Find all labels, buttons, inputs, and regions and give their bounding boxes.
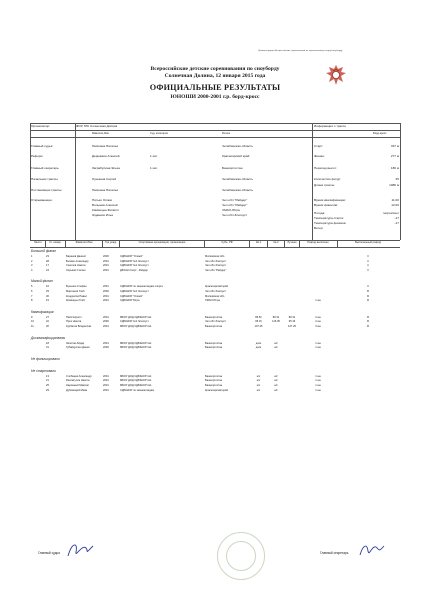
official-name: Киминцын Филипп: [92, 209, 119, 212]
results-column-header: Год рожд.: [105, 241, 117, 244]
result-cell: н/с: [256, 384, 261, 387]
result-cell: 1 юн: [315, 388, 321, 392]
result-cell: МБОУ ДОД СДЮШОР №1: [120, 346, 152, 350]
result-cell: 2001: [103, 299, 109, 303]
result-cell: СДЮШОР по зимним видам спорта: [120, 285, 163, 289]
result-cell: Чел.обл Златоуст: [205, 259, 227, 263]
judge-signature-label: Главный судья: [38, 551, 60, 555]
official-region: Челябинская область: [222, 178, 254, 181]
result-cell: диск: [255, 341, 262, 345]
board-cross-label: Борд-кросс: [373, 132, 387, 135]
result-cell: 30: [46, 325, 49, 328]
track-info-label: Время квалификации:: [314, 199, 346, 202]
result-cell: 2001: [103, 388, 109, 392]
result-cell: Бызкин Александр: [66, 259, 89, 263]
result-cell: Бузынин Стефан: [66, 285, 87, 289]
result-cell: 9: [31, 315, 33, 319]
result-cell: II: [367, 285, 369, 289]
result-cell: 1 юн: [315, 384, 321, 387]
result-cell: 30: [46, 294, 49, 298]
result-cell: Башкортостан: [205, 341, 223, 345]
result-cell: н/с: [256, 379, 261, 383]
result-cell: III: [366, 325, 370, 328]
result-cell: Чел.обл Златоуст: [205, 290, 227, 293]
section-title: Не финишировали: [31, 356, 60, 361]
result-cell: 28: [46, 259, 49, 263]
results-column-header: Разряд выполнен: [307, 241, 329, 244]
track-info-label: Температура финиша:: [314, 222, 347, 225]
results-column-header: Ст. номер: [49, 241, 61, 244]
result-cell: 86.31: [288, 315, 296, 319]
official-region: Чел.обл "Райдер": [222, 199, 248, 202]
official-category: 1 кат.: [150, 167, 158, 170]
result-cell: Башкортостан: [205, 379, 223, 383]
result-cell: 11: [31, 325, 34, 328]
official-role: Начальник трассы:: [31, 178, 59, 181]
result-cell: 2001: [103, 374, 109, 378]
result-cell: Дубовицкий Иван: [66, 388, 88, 392]
page-subtitle: ЮНОШИ 2000-2001 г.р. борд-кросс: [170, 94, 260, 100]
track-info-value: -17: [394, 217, 399, 220]
track-info-value: мороз/снег: [383, 212, 399, 215]
results-column-header: Лучшее: [287, 241, 297, 244]
result-cell: Башкортостан: [205, 384, 223, 387]
official-region: Башкортостан: [222, 167, 243, 170]
result-cell: 2000: [103, 346, 109, 350]
result-cell: МБОУ ДОД СДЮШОР №1: [120, 379, 152, 383]
result-cell: СДЮШОР №1 Златоуст: [120, 290, 149, 293]
jury-header-region: Регион: [222, 132, 231, 135]
result-cell: III: [366, 299, 370, 303]
result-cell: 1 юн: [315, 341, 321, 345]
result-cell: 3: [31, 264, 33, 268]
organizer-label: Организатор:: [31, 125, 51, 128]
official-role: Главный секретарь:: [31, 167, 60, 170]
result-cell: 4: [31, 268, 33, 272]
result-cell: н/с: [274, 379, 278, 383]
result-cell: 13: [46, 374, 49, 378]
result-cell: 1: [31, 255, 33, 258]
result-cell: Башкортостан: [205, 325, 223, 328]
track-info-value: 1080 м: [389, 184, 399, 187]
header-line1: Всероссийские детские соревнования по сноуборду: [150, 66, 280, 72]
result-cell: 10: [31, 320, 34, 324]
page-title: ОФИЦИАЛЬНЫЕ РЕЗУЛЬТАТЫ: [149, 83, 281, 92]
result-cell: Башкортостан: [205, 374, 223, 378]
result-cell: СДЮШОР №1 Златоуст: [120, 264, 149, 268]
result-cell: 2 юн: [315, 320, 321, 324]
official-role: Главный судья:: [31, 145, 54, 148]
official-region: ХМАО-Югра: [222, 209, 240, 212]
result-cell: 2 юн: [315, 315, 321, 319]
result-cell: МБОУ ДОД СДЮШОР №1: [120, 325, 152, 328]
result-cell: н/с: [274, 374, 278, 378]
section-title: Большой финал: [31, 249, 56, 253]
result-cell: 3 юн: [315, 325, 321, 328]
results-column-header: Кв.2: [273, 241, 279, 244]
result-cell: Рахимгулин Никита: [66, 379, 90, 383]
result-cell: Московская обл.: [205, 294, 225, 298]
track-info-value: -17: [394, 222, 399, 225]
result-cell: Московская обл.: [205, 255, 225, 258]
result-cell: СДЮШОР "Олимп": [120, 294, 144, 298]
result-cell: 23: [46, 255, 49, 258]
result-cell: Чел.обл Златоуст: [205, 264, 227, 268]
official-role: Открывающие:: [31, 199, 53, 202]
official-name: Лапшина Наталья: [92, 145, 119, 148]
result-cell: 2000: [103, 255, 109, 258]
official-region: Красноярский край: [222, 155, 250, 158]
official-role: Рефери:: [31, 155, 44, 158]
result-cell: МБОУ ДОД СДЮШОР №1: [120, 384, 152, 387]
result-cell: Хорьков Степан: [66, 268, 86, 272]
result-cell: Слобянев Александр: [66, 374, 92, 378]
result-cell: Кондратов Павел: [66, 294, 87, 298]
result-cell: 6: [31, 290, 33, 293]
result-cell: 1 юн: [315, 346, 321, 350]
result-cell: н/с: [274, 346, 278, 350]
result-cell: 2001: [103, 264, 109, 268]
result-cell: II: [367, 264, 369, 268]
official-region: Чел.обл "Райдер": [222, 204, 248, 207]
official-region: Челябинская область: [222, 145, 254, 148]
track-info-label: Температура старта:: [314, 217, 344, 220]
result-cell: Киминцын Глеб: [66, 299, 85, 303]
result-cell: 29: [46, 388, 49, 392]
result-cell: 25: [46, 384, 49, 387]
result-cell: 27: [46, 315, 49, 319]
track-info-label: Погода:: [314, 212, 326, 215]
result-cell: 22: [46, 320, 49, 324]
result-cell: 1 юн: [315, 374, 321, 378]
official-region: Челябинская область: [222, 189, 254, 192]
results-column-header: Место: [34, 241, 42, 244]
result-cell: н/с: [274, 388, 278, 392]
result-cell: 2001: [103, 384, 109, 387]
result-cell: 7: [31, 294, 33, 298]
track-info-value: 25: [395, 178, 399, 181]
track-info-label: Время финалов:: [314, 204, 338, 207]
track-info-label: Старт:: [314, 145, 324, 148]
result-cell: Курбатов Владислав: [66, 325, 92, 328]
result-cell: Красноярский край: [205, 285, 228, 289]
result-cell: н/с: [256, 388, 261, 392]
result-cell: 2000: [103, 320, 109, 324]
track-info-label: Длина трассы:: [314, 184, 335, 187]
track-info-value: 337 м: [390, 145, 399, 148]
jury-header-category: Суд. категория: [150, 132, 168, 135]
result-cell: Баранов Даниил: [66, 255, 87, 258]
official-role: Постановщик трассы:: [31, 189, 63, 192]
result-cell: II: [367, 268, 369, 272]
result-cell: 1 юн: [315, 299, 321, 303]
section-title: Дисквалифицированы: [31, 335, 66, 340]
official-name: Волынов Алексей: [92, 204, 118, 207]
result-cell: СДЮШОР по зимним видам: [120, 388, 154, 392]
result-cell: 95.16: [255, 320, 262, 324]
result-cell: Чел.обл "Райдер": [205, 268, 227, 272]
result-cell: Нарожный Максим: [66, 384, 89, 387]
result-cell: Красноярский край: [205, 388, 228, 392]
official-name: Лукьянов Сергей: [92, 178, 117, 181]
result-cell: МБОУ ДОД СДЮШОР №1: [120, 374, 152, 378]
result-cell: ХМАО-Югра: [205, 299, 220, 303]
result-cell: Башкортостан: [205, 315, 223, 319]
result-cell: III: [366, 315, 370, 319]
result-cell: 95.16: [288, 320, 296, 324]
top-note: Правила форма Всероссийских соревнований по горнолыжному спорту/сноуборду: [258, 50, 343, 52]
section-title: Не стартовали: [31, 368, 56, 373]
track-info-label: Количество фигур:: [314, 178, 341, 181]
results-column-header: Фамилия Имя: [75, 241, 93, 244]
official-category: 1 кат.: [150, 155, 158, 158]
official-region: Чел.обл Златоуст: [222, 214, 248, 217]
official-name: Лапшина Наталья: [92, 189, 119, 192]
official-name: Заграбулина Эльза: [92, 167, 120, 170]
result-cell: 2: [31, 259, 33, 263]
result-cell: Мартюков Глеб: [66, 290, 85, 293]
section-title: Квалификация: [31, 309, 54, 314]
secretary-signature: [358, 541, 386, 559]
result-cell: 29: [46, 290, 49, 293]
result-cell: н/с: [274, 384, 278, 387]
track-info-label: Ветер:: [314, 227, 324, 230]
results-column-header: Выполненный разряд: [354, 241, 382, 244]
result-cell: 86.51: [255, 315, 262, 319]
result-cell: 86.31: [272, 315, 280, 319]
result-cell: 18: [46, 341, 49, 345]
result-cell: 24: [46, 268, 49, 272]
track-info-value: 277 м: [390, 155, 399, 158]
result-cell: Чел.обл Златоуст: [205, 320, 227, 324]
section-title: Малый финал: [31, 279, 53, 284]
official-name: Пятько Олжас: [92, 199, 113, 202]
track-info-value: 12.00: [391, 204, 399, 207]
result-cell: СДЮШОР №1 Златоуст: [120, 259, 149, 263]
result-cell: Соколов Никита: [66, 264, 86, 268]
result-cell: 107.25: [288, 325, 296, 328]
result-cell: ДЮСШ Спорт - Райдер: [120, 268, 148, 272]
track-info-value: 180 м: [390, 167, 399, 170]
track-info-label: Финиш:: [314, 155, 325, 158]
result-cell: МБОУ ДОД СДЮШОР №1: [120, 341, 152, 345]
result-cell: 2001: [103, 259, 109, 263]
result-cell: Башкортостан: [205, 346, 223, 350]
result-cell: МБОУ ДОД СДЮШОР №1: [120, 315, 152, 319]
result-cell: 15: [46, 299, 49, 303]
result-cell: 2001: [103, 268, 109, 272]
result-cell: 8: [31, 299, 33, 303]
result-cell: Губайдуллин Данил: [66, 346, 90, 350]
result-cell: 1 юн: [315, 379, 321, 383]
organizer-value: ФСР, ГЛК Солнечная Долина: [76, 125, 118, 128]
result-cell: 2001: [103, 379, 109, 383]
result-cell: 21: [46, 379, 49, 383]
result-cell: н/с: [256, 374, 261, 378]
result-cell: диск: [255, 346, 262, 350]
official-name: Жданков Илья: [92, 214, 114, 217]
track-info-title: Информация о трассе: [314, 125, 347, 128]
result-cell: II: [367, 259, 369, 263]
header-line2: Солнечная Долина, 12 января 2015 года: [164, 73, 266, 79]
judge-signature: [66, 540, 96, 560]
result-cell: 5: [31, 285, 33, 289]
track-info-value: 11.00: [391, 199, 399, 202]
official-name: Дерюжкин Алексей: [92, 155, 120, 158]
result-cell: 2000: [103, 290, 109, 293]
official-stamp-inner: [226, 541, 256, 571]
result-cell: 17: [46, 264, 49, 268]
result-cell: 2001: [103, 341, 109, 345]
result-cell: 2001: [103, 315, 109, 319]
result-cell: СДЮШОР "Олимп": [120, 255, 144, 258]
result-cell: Прох Никита: [66, 320, 82, 324]
results-column-header: Кв.1: [255, 241, 262, 244]
result-cell: 2001: [103, 285, 109, 289]
result-cell: Пейз Кирилл: [66, 315, 82, 319]
result-cell: 16: [46, 285, 49, 289]
result-cell: III: [366, 320, 370, 324]
result-cell: СДЮШОР №1 Златоуст: [120, 320, 149, 324]
result-cell: Залотов Айдар: [66, 341, 85, 345]
result-cell: н/с: [274, 341, 278, 345]
track-info-label: Перепад высот:: [314, 167, 337, 170]
jury-header-name: Фамилия,Имя: [92, 132, 109, 135]
result-cell: 2001: [103, 294, 109, 298]
secretary-signature-label: Главный секретарь: [320, 551, 349, 555]
result-cell: III: [366, 294, 370, 298]
result-cell: 116.35: [272, 320, 280, 324]
results-column-header: Спортивная организация, организация: [138, 241, 186, 244]
result-cell: 107.25: [254, 325, 263, 328]
result-cell: 31: [46, 346, 49, 350]
results-column-header: Субъ. РФ: [221, 241, 233, 244]
result-cell: СДЮШОР Югра: [120, 299, 140, 303]
result-cell: II: [367, 255, 369, 258]
result-cell: III: [366, 290, 370, 293]
result-cell: 2001: [103, 325, 109, 328]
